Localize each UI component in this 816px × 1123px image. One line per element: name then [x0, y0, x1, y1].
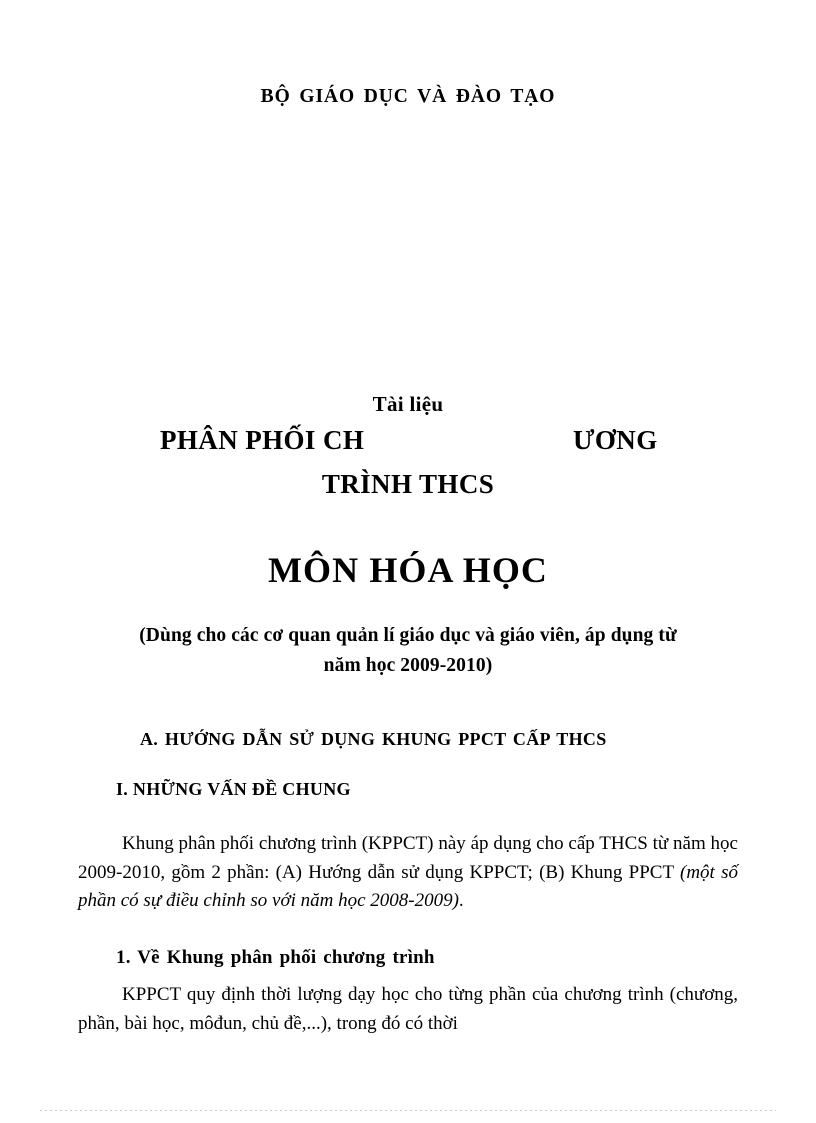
subsection-heading-1: 1. Về Khung phân phối chương trình — [116, 947, 435, 968]
subject-title: MÔN HÓA HỌC — [267, 550, 549, 590]
program-title-line-one — [0, 425, 816, 467]
scan-artifact-rule — [40, 1110, 776, 1111]
program-title-line-two: TRÌNH THCS — [321, 469, 495, 499]
paragraph-intro-italic-note: (một số phần có sự điều chỉnh so với năm học 2008-2009) — [78, 861, 738, 911]
ministry-header: BỘ GIÁO DỤC VÀ ĐÀO TẠO — [260, 86, 556, 107]
section-heading-i: I. NHỮNG VẤN ĐỀ CHUNG — [116, 779, 351, 799]
audience-note: (Dùng cho các cơ quan quản lí giáo dục và giáo viên, áp dụng từ năm học 2009-2010) — [139, 625, 677, 676]
paragraph-intro-text-before-italic: Khung phân phối chương trình (KPPCT) này áp dụng cho cấp THCS từ năm học 2009-2010, gồm 2 phần: (A) Hướng dẫn sử dụng KPPCT; (B) Khung PPCT — [78, 833, 738, 883]
paragraph-intro — [78, 830, 738, 916]
document-kind-label: Tài liệu — [372, 392, 444, 416]
program-title-right-fragment: ƯƠNG — [573, 425, 658, 455]
paragraph-kppct-detail-text: KPPCT quy định thời lượng dạy học cho từng phần của chương trình (chương, phần, bài học, môđun, chủ đề,...), trong đó có thời — [78, 984, 738, 1034]
program-title-left-fragment: PHÂN PHỐI CH — [160, 425, 365, 455]
title-block — [0, 392, 816, 500]
section-heading-a: A. HƯỚNG DẪN SỬ DỤNG KHUNG PPCT CẤP THCS — [140, 729, 607, 749]
paragraph-kppct-detail — [78, 981, 738, 1038]
paragraph-intro-text-after-italic: . — [458, 890, 464, 911]
